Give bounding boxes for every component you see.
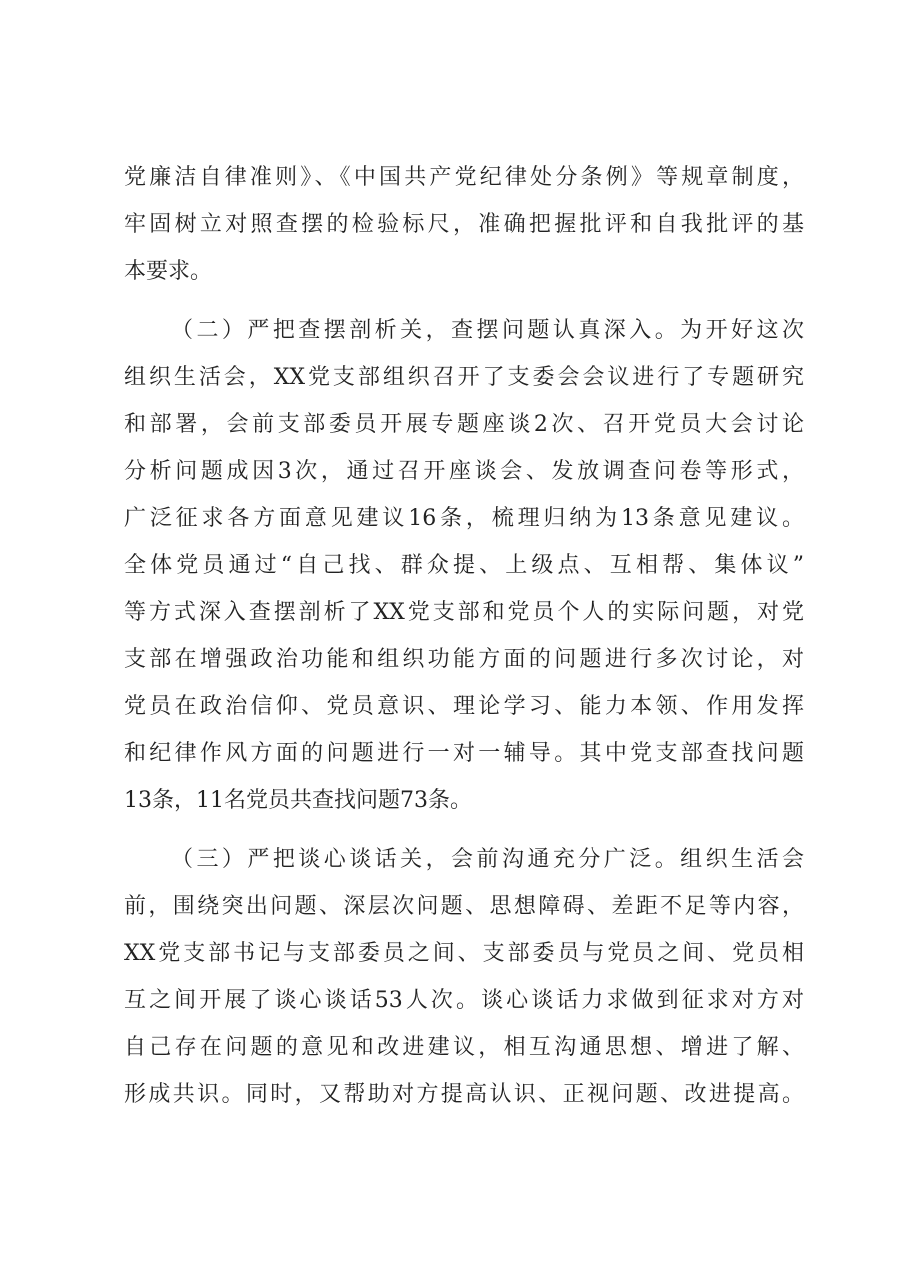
paragraph-heading-3: （三）严把谈心谈话关，会前沟通充分广泛。组织生活会 xyxy=(171,847,804,872)
text-line: 牢固树立对照查摆的检验标尺，准确把握批评和自我批评的基 xyxy=(124,212,804,237)
text-line: 全体党员通过“自己找、群众提、上级点、互相帮、集体议” xyxy=(124,553,804,578)
text-line: 支部在增强政治功能和组织功能方面的问题进行多次讨论，对 xyxy=(124,647,804,672)
text-line: 广泛征求各方面意见建议16条，梳理归纳为13条意见建议。 xyxy=(124,506,804,531)
text-line: 本要求。 xyxy=(124,259,213,284)
text-line: 互之间开展了谈心谈话53人次。谈心谈话力求做到征求对方对 xyxy=(124,988,804,1013)
text-line: 组织生活会，XX党支部组织召开了支委会会议进行了专题研究 xyxy=(124,365,804,390)
text-line: XX党支部书记与支部委员之间、支部委员与党员之间、党员相 xyxy=(124,941,804,966)
text-line: 前，围绕突出问题、深层次问题、思想障碍、差距不足等内容， xyxy=(124,894,804,919)
text-line: 党员在政治信仰、党员意识、理论学习、能力本领、作用发挥 xyxy=(124,694,804,719)
text-line: 分析问题成因3次，通过召开座谈会、发放调查问卷等形式， xyxy=(124,459,804,484)
text-line: 13条，11名党员共查找问题73条。 xyxy=(124,788,472,813)
text-line: 和部署，会前支部委员开展专题座谈2次、召开党员大会讨论 xyxy=(124,412,804,437)
text-line: 等方式深入查摆剖析了XX党支部和党员个人的实际问题，对党 xyxy=(124,600,804,625)
paragraph-heading-2: （二）严把查摆剖析关，查摆问题认真深入。为开好这次 xyxy=(171,318,804,343)
text-line: 形成共识。同时，又帮助对方提高认识、正视问题、改进提高。 xyxy=(124,1082,804,1107)
text-line: 自己存在问题的意见和改进建议，相互沟通思想、增进了解、 xyxy=(124,1035,804,1060)
text-line: 和纪律作风方面的问题进行一对一辅导。其中党支部查找问题 xyxy=(124,741,804,766)
text-line: 党廉洁自律准则》、《中国共产党纪律处分条例》等规章制度， xyxy=(124,165,804,190)
